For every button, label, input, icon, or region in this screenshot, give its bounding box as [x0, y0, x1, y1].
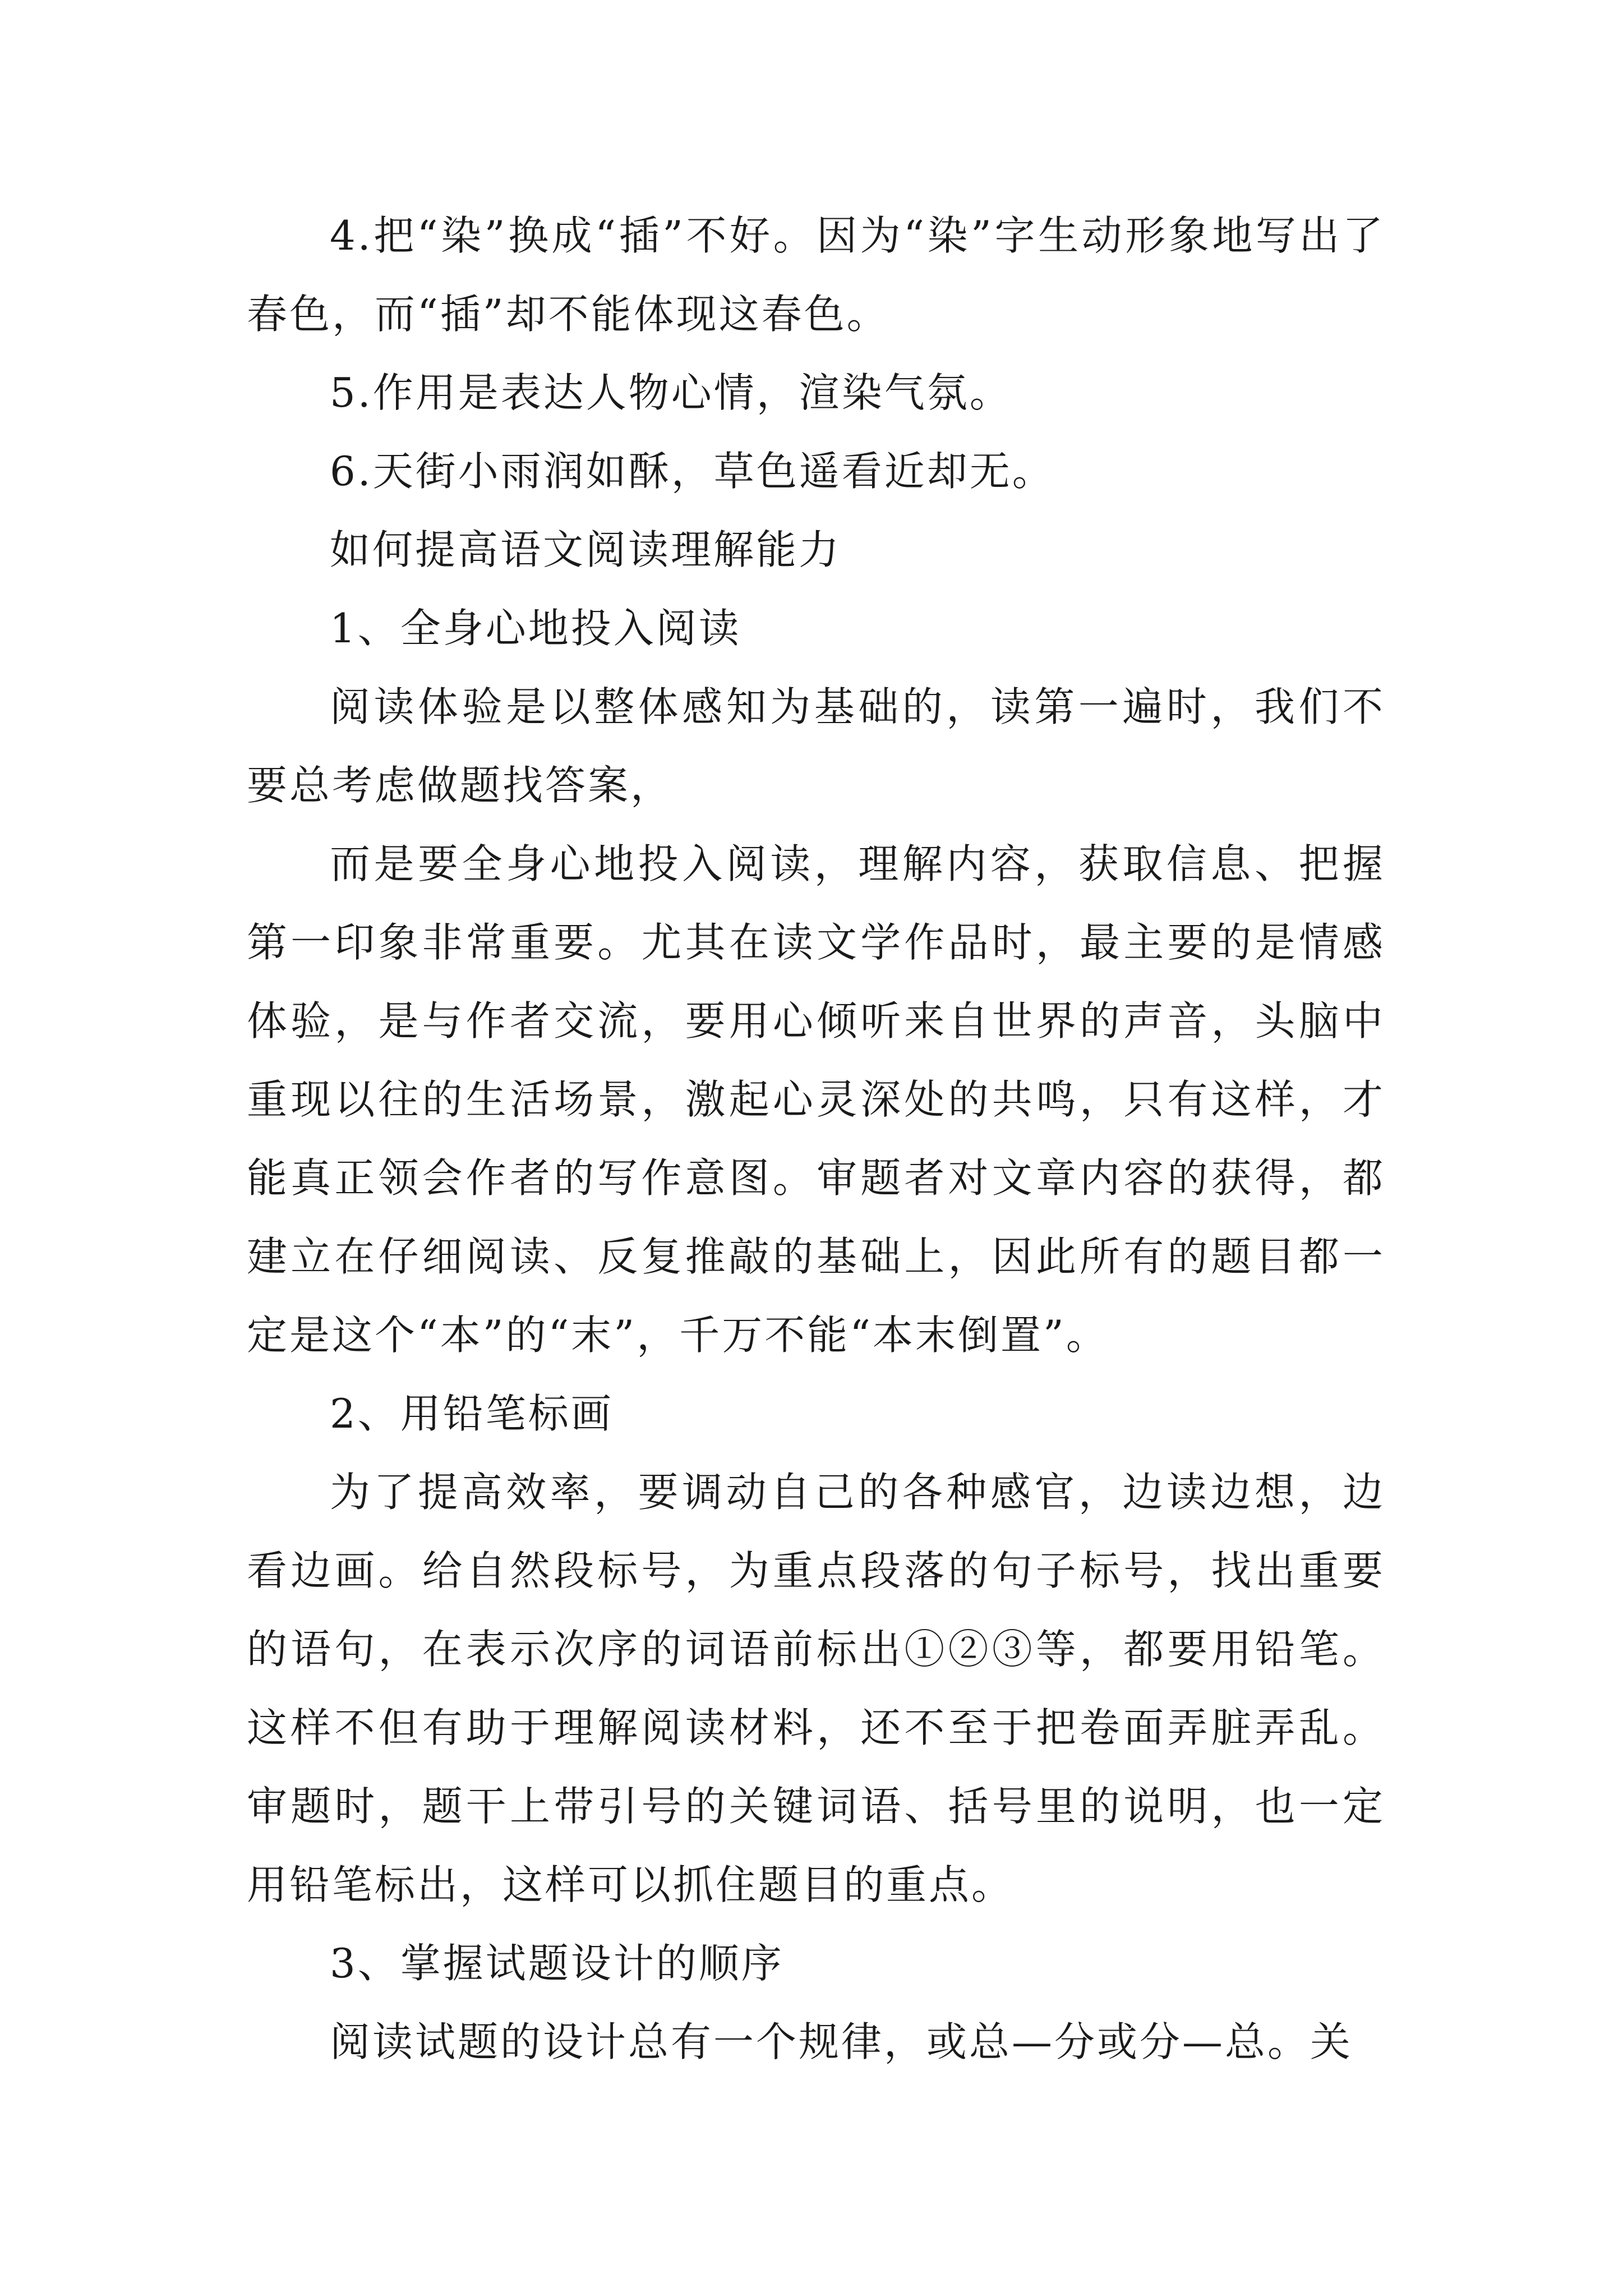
- body-paragraph: 而是要全身心地投入阅读，理解内容，获取信息、把握第一印象非常重要。尤其在读文学作品时，最主要的是情感体验，是与作者交流，要用心倾听来自世界的声音，头脑中重现以往的生活场景，激起心灵深处的共鸣，只有这样，才能真正领会作者的写作意图。审题者对文章内容的获得，都建立在仔细阅读、反复推敲的基础上，因此所有的题目都一定是这个“本”的“末”，千万不能“本末倒置”。: [247, 840, 1385, 1359]
- subheading-2: 2、用铅笔标画: [330, 1390, 614, 1437]
- answer-paragraph-5: 5.作用是表达人物心情，渲染气氛。: [330, 369, 1012, 416]
- answer-paragraph-4: 4.把“染”换成“插”不好。因为“染”字生动形象地写出了春色，而“插”却不能体现这春色。: [247, 212, 1385, 338]
- subheading-3: 3、掌握试题设计的顺序: [330, 1940, 784, 1987]
- answer-paragraph-6: 6.天街小雨润如酥，草色遥看近却无。: [330, 448, 1055, 495]
- body-paragraph: 为了提高效率，要调动自己的各种感官，边读边想，边看边画。给自然段标号，为重点段落的句子标号，找出重要的语句，在表示次序的词语前标出①②③等，都要用铅笔。这样不但有助于理解阅读材料，还不至于把卷面弄脏弄乱。审题时，题干上带引号的关键词语、括号里的说明，也一定用铅笔标出，这样可以抓住题目的重点。: [247, 1469, 1385, 1908]
- section-heading: 如何提高语文阅读理解能力: [330, 526, 842, 573]
- body-paragraph: 阅读体验是以整体感知为基础的，读第一遍时，我们不要总考虑做题找答案，: [247, 683, 1385, 809]
- subheading-1: 1、全身心地投入阅读: [330, 605, 741, 652]
- body-paragraph: 阅读试题的设计总有一个规律，或总—分或分—总。关: [330, 2018, 1353, 2065]
- document-body: [247, 196, 1385, 2081]
